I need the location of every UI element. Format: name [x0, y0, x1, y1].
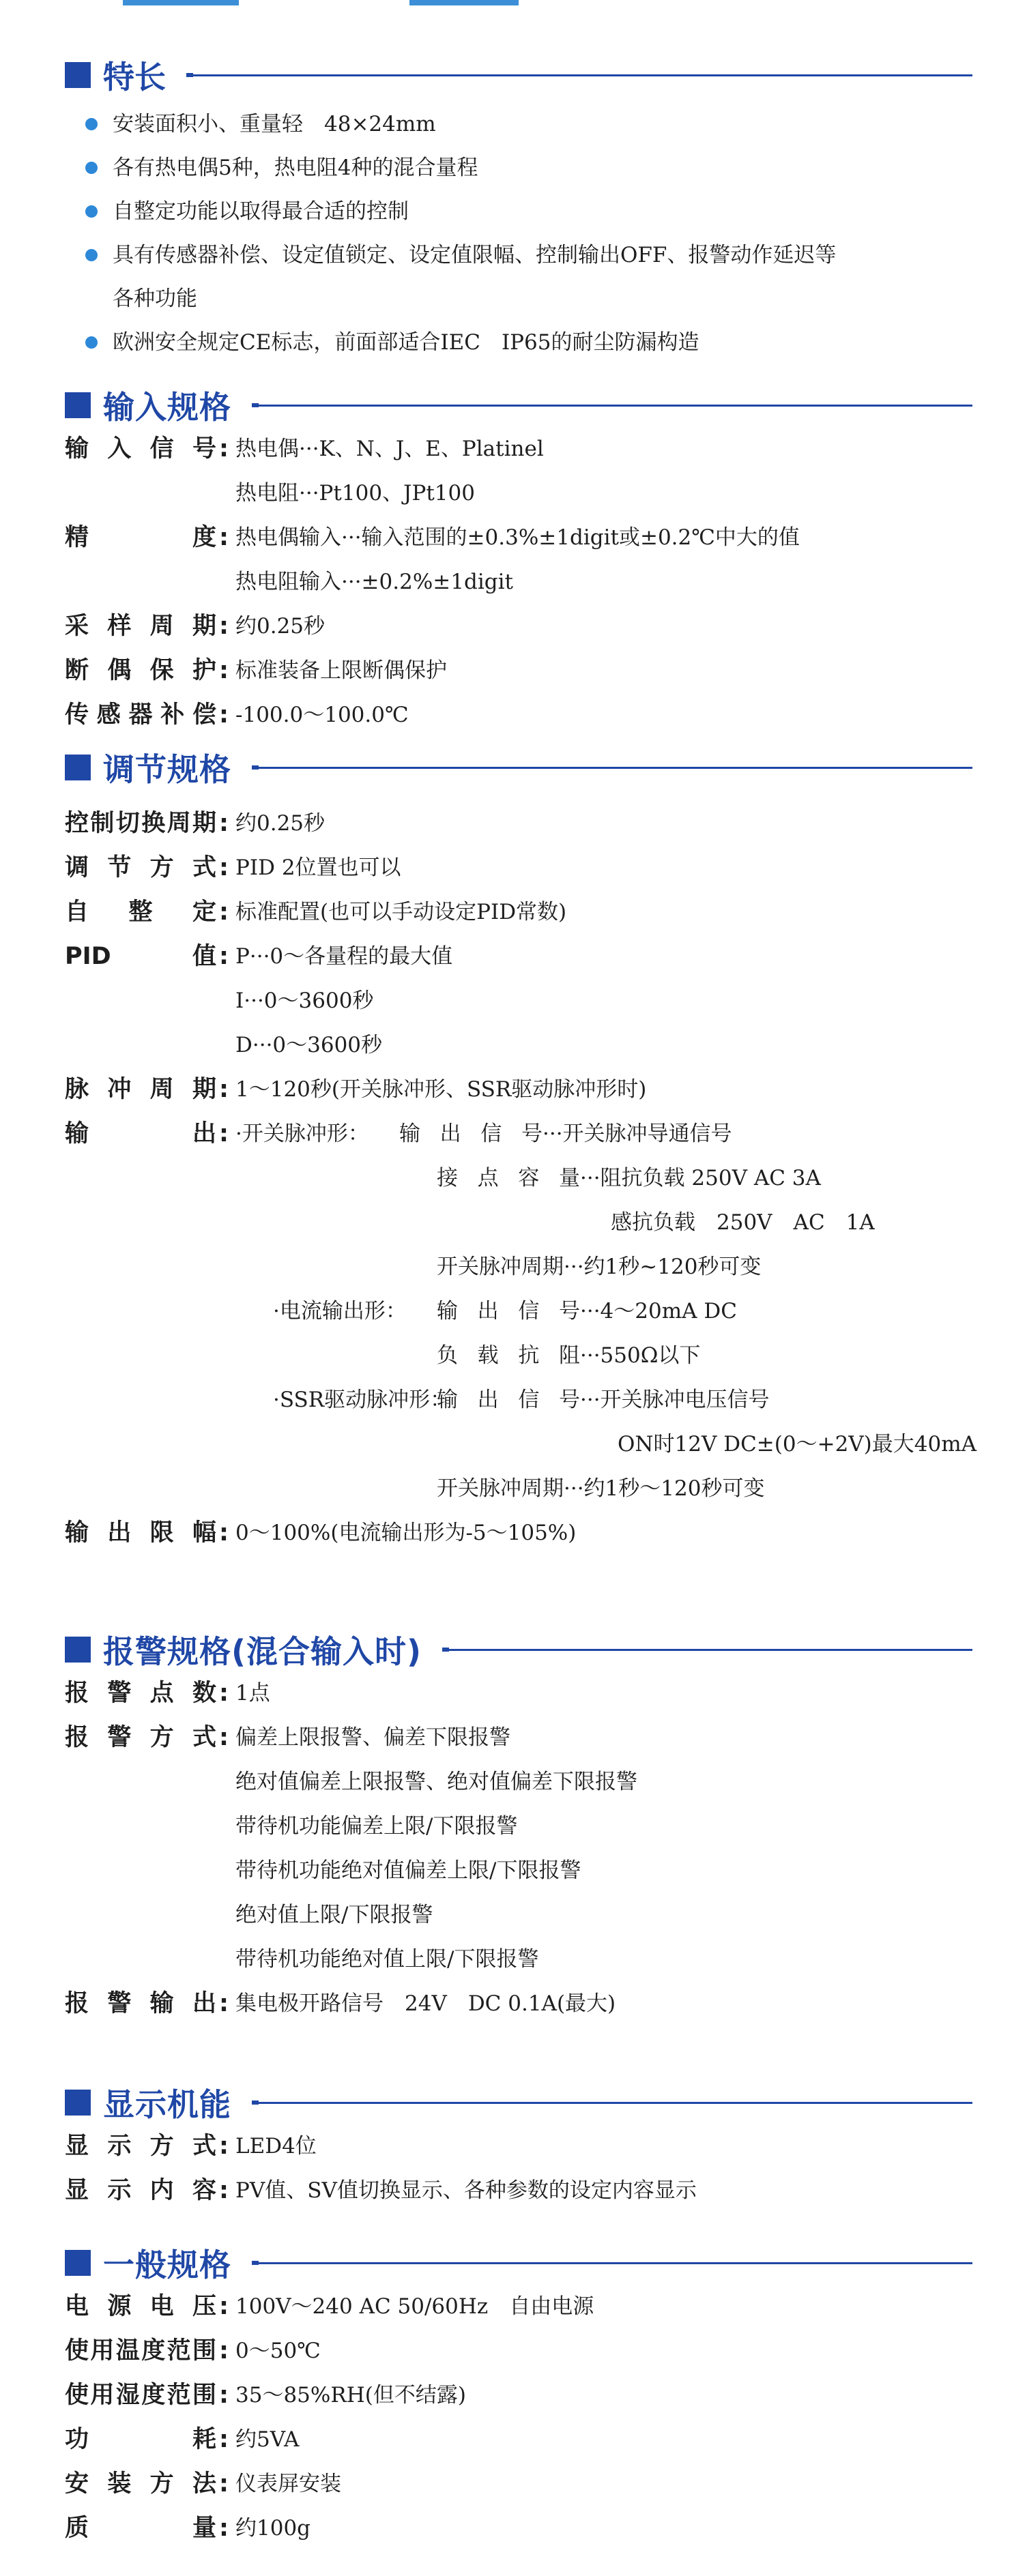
- alarm-section: [65, 1628, 972, 2026]
- spec-row: 输出 : ·开关脉冲形： 输出信号 ···开关脉冲导通信号: [65, 1120, 732, 1147]
- section-square-icon: [65, 2250, 91, 2276]
- section-rule: [252, 2101, 972, 2105]
- top-accent-bar-left: [123, 0, 239, 5]
- features-header: [65, 53, 972, 97]
- control-section: [65, 746, 977, 1555]
- list-item: 欧洲安全规定CE标志，前面部适合IEC IP65的耐尘防漏构造: [65, 321, 972, 364]
- spec-row-cont: 开关脉冲周期···约1秒~120秒可变: [437, 1255, 762, 1279]
- control-header: [65, 746, 972, 789]
- alarm-title: 报警规格(混合输入时): [103, 1633, 422, 1670]
- top-accent-bar-right: [409, 0, 519, 5]
- display-section: [65, 2081, 972, 2213]
- spec-row-cont: 绝对值上限/下限报警: [235, 1903, 433, 1927]
- list-item: 安装面积小、重量轻 48×24mm: [65, 102, 972, 146]
- input-header: [65, 383, 972, 427]
- bullet-icon: [85, 118, 98, 130]
- spec-row-cont: 带待机功能绝对值上限/下限报警: [235, 1947, 539, 1972]
- section-rule: [442, 1648, 972, 1652]
- bullet-icon: [85, 336, 98, 349]
- spec-row-cont: 绝对值偏差上限报警、绝对值偏差下限报警: [235, 1770, 637, 1794]
- spec-row: 输入信号 : 热电偶···K、N、J、E、Platinel: [65, 435, 544, 463]
- section-rule: [252, 2261, 972, 2265]
- spec-row-cont: 感抗负载 250V AC 1A: [611, 1210, 875, 1235]
- section-square-icon: [65, 2090, 91, 2116]
- spec-row-cont: ·电流输出形： 输出信号 ···4～20mA DC: [273, 1299, 737, 1323]
- spec-row: 传感器补偿 : -100.0～100.0℃: [65, 701, 409, 729]
- section-square-icon: [65, 62, 91, 88]
- list-item: 具有传感器补偿、设定值锁定、设定值限幅、控制输出OFF、报警动作延迟等: [65, 233, 972, 277]
- spec-row: 质量 : 约100g: [65, 2515, 311, 2542]
- spec-row: 控制切换周期 : 约0.25秒: [65, 810, 326, 837]
- section-rule: [186, 73, 972, 77]
- input-section: [65, 383, 972, 737]
- spec-row: 输出限幅 : 0～100%(电流输出形为-5～105%): [65, 1519, 577, 1547]
- spec-row: 脉冲周期 : 1～120秒(开关脉冲形、SSR驱动脉冲形时): [65, 1076, 647, 1103]
- spec-row: 安装方法 : 仪表屏安装: [65, 2470, 341, 2498]
- general-title: 一般规格: [103, 2246, 231, 2283]
- spec-row-cont: ON时12V DC±(0～+2V)最大40mA: [618, 1432, 977, 1457]
- spec-row: 自整定 : 标准配置(也可以手动设定PID常数): [65, 898, 567, 926]
- section-rule: [252, 765, 972, 770]
- general-section: [65, 2241, 972, 2551]
- spec-row-cont: 开关脉冲周期···约1秒～120秒可变: [437, 1476, 765, 1501]
- spec-row: 采样周期 : 约0.25秒: [65, 613, 326, 640]
- list-item-continuation: 各种功能: [113, 287, 197, 311]
- spec-row-cont: ·SSR驱动脉冲形： 输出信号 ···开关脉冲电压信号: [273, 1388, 770, 1412]
- spec-row-cont: 带待机功能绝对值偏差上限/下限报警: [235, 1858, 581, 1883]
- spec-row: 调节方式 : PID 2位置也可以: [65, 854, 401, 881]
- section-square-icon: [65, 392, 91, 418]
- spec-row: 报警输出 : 集电极开路信号 24V DC 0.1A(最大): [65, 1990, 616, 2017]
- section-rule: [252, 403, 972, 407]
- bullet-icon: [85, 249, 98, 261]
- bullet-icon: [85, 205, 98, 218]
- section-square-icon: [65, 755, 91, 780]
- list-item: 各有热电偶5种，热电阻4种的混合量程: [65, 146, 972, 190]
- spec-row: 使用温度范围 : 0～50℃: [65, 2337, 321, 2365]
- spec-row-cont: 接点容量 ···阻抗负载 250V AC 3A: [437, 1166, 821, 1190]
- spec-row-cont: I···0～3600秒: [235, 989, 374, 1013]
- section-square-icon: [65, 1637, 91, 1663]
- list-item: 自整定功能以取得最合适的控制: [65, 190, 972, 233]
- spec-row: 使用湿度范围 : 35～85%RH(但不结露): [65, 2382, 466, 2409]
- display-header: [65, 2081, 972, 2124]
- spec-row: 断偶保护 : 标准装备上限断偶保护: [65, 657, 447, 684]
- spec-row-cont: 热电阻输入···±0.2%±1digit: [235, 570, 513, 594]
- input-title: 输入规格: [103, 389, 231, 426]
- spec-row: 报警方式 : 偏差上限报警、偏差下限报警: [65, 1724, 510, 1751]
- bullet-icon: [85, 162, 98, 174]
- spec-row-cont: D···0～3600秒: [235, 1033, 383, 1057]
- features-section: [65, 53, 972, 364]
- spec-row-cont: 负载抗阻 ···550Ω以下: [437, 1343, 701, 1368]
- spec-row: PID值 : P···0～各量程的最大值: [65, 943, 453, 970]
- control-title: 调节规格: [103, 751, 231, 788]
- spec-row: 显示方式 : LED4位: [65, 2133, 317, 2160]
- spec-row: 精度 : 热电偶输入···输入范围的±0.3%±1digit或±0.2℃中大的值: [65, 524, 800, 551]
- spec-row-cont: 热电阻···Pt100、JPt100: [235, 481, 475, 506]
- features-list: [65, 102, 972, 364]
- spec-row-cont: 带待机功能偏差上限/下限报警: [235, 1814, 518, 1839]
- spec-row: 报警点数 : 1点: [65, 1680, 270, 1707]
- spec-row: 电源电压 : 100V～240 AC 50/60Hz 自由电源: [65, 2293, 594, 2320]
- spec-row: 功耗 : 约5VA: [65, 2426, 300, 2453]
- display-title: 显示机能: [103, 2086, 231, 2123]
- alarm-header: [65, 1628, 972, 1671]
- general-header: [65, 2241, 972, 2285]
- features-title: 特长: [103, 59, 166, 96]
- spec-row: 显示内容 : PV值、SV值切换显示、各种参数的设定内容显示: [65, 2177, 697, 2204]
